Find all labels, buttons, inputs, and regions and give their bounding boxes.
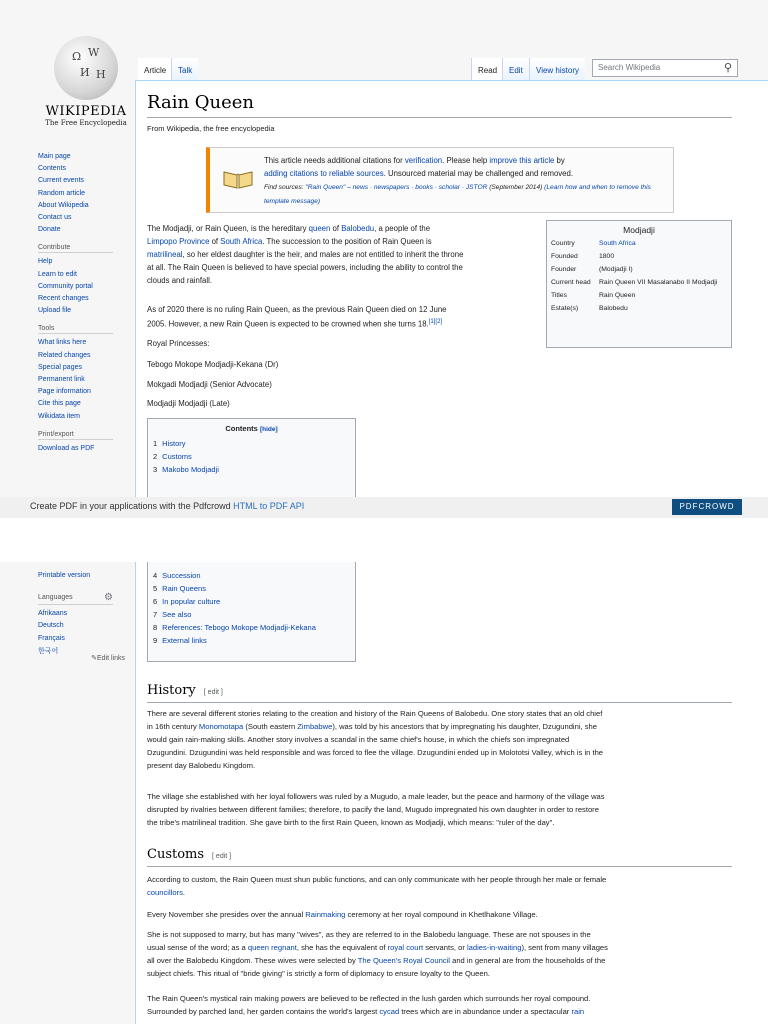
- sidebar-heading-tools: Tools: [38, 325, 113, 334]
- customs-text: ), sent from many villages: [521, 943, 608, 952]
- infobox-key: Founded: [551, 253, 578, 260]
- infobox-row: [551, 304, 727, 314]
- toc-link-customs[interactable]: Customs: [162, 452, 192, 461]
- pencil-icon: ✎: [91, 655, 97, 663]
- infobox-value: Balobedu: [599, 305, 628, 312]
- balobedu-link[interactable]: Balobedu: [341, 224, 375, 233]
- citation-notice: [206, 147, 674, 213]
- intro-text: of: [209, 237, 221, 246]
- toc-item[interactable]: [148, 463, 355, 476]
- edit-section-history[interactable]: [ edit ]: [203, 689, 223, 696]
- intro-text: at all. The Rain Queen is believed to have special powers, including the ability to control the: [147, 263, 463, 272]
- intro-text: . The succession to the position of Rain Queen is: [262, 237, 432, 246]
- customs-paragraph-1: According to custom, the Rain Queen must shun public functions, and can only communicate with her people through her male or female councillors.: [147, 875, 607, 897]
- footer-text: Create PDF in your applications with the Pdfcrowd: [30, 501, 234, 511]
- customs-paragraph-2: [147, 908, 737, 921]
- intro-text: of: [330, 224, 342, 233]
- customs-text: trees which are in abundance under a spectacular: [399, 1007, 572, 1016]
- status-text: 2005. However, a new Rain Queen is expected to be crowned when she turns 18.: [147, 319, 429, 329]
- learn-remove-link[interactable]: (Learn how and when to remove this template message): [264, 184, 651, 205]
- toc-item[interactable]: [148, 634, 355, 647]
- history-paragraph-2: [147, 790, 737, 829]
- search-input[interactable]: [592, 59, 738, 77]
- infobox-value: (Modjadji I): [599, 266, 633, 273]
- monomotapa-link[interactable]: Monomotapa: [198, 722, 244, 731]
- html-to-pdf-link[interactable]: HTML to PDF API: [233, 501, 305, 511]
- customs-text: The Rain Queen's mystical rain making powers are believed to be reflected in the lush garden which surrounds her royal compound.: [147, 994, 591, 1003]
- infobox-key: Estate(s): [551, 305, 579, 312]
- toc-item[interactable]: [148, 582, 355, 595]
- customs-text: Surrounded by parched land, her garden contains the world's largest: [147, 1007, 380, 1016]
- rain-link[interactable]: rain: [571, 1007, 585, 1016]
- infobox: [546, 220, 732, 348]
- history-text: There are several different stories relating to the creation and history of the Rain Queens of Balobedu. One story states that an old chief: [147, 709, 603, 718]
- sidebar-item-what-links-here[interactable]: What links here: [38, 339, 87, 347]
- infobox-value: Rain Queen: [599, 292, 636, 299]
- customs-text: According to custom, the Rain Queen must shun public functions, and can only communicate with her people through her male or female: [147, 875, 607, 884]
- sidebar-item-cite-this-page[interactable]: Cite this page: [38, 400, 81, 408]
- zimbabwe-link[interactable]: Zimbabwe: [297, 722, 333, 731]
- toc-item[interactable]: [148, 621, 355, 634]
- pdfcrowd-footer: [0, 497, 768, 518]
- toc-item[interactable]: [148, 437, 355, 450]
- infobox-row: [551, 252, 727, 262]
- wikipedia-wordmark: WIKIPEDIA: [45, 104, 127, 119]
- queen-regnant-link[interactable]: queen regnant: [247, 943, 297, 952]
- history-text: disrupted by rivalries between different families; therefore, to pacify the land, Mugudo impregnated his own daughter in order to restore: [147, 805, 599, 814]
- sidebar-item-current-events[interactable]: Current events: [38, 177, 84, 185]
- customs-text: and in general are from the households of the: [449, 956, 606, 965]
- customs-text: , she has the equivalent of: [296, 943, 388, 952]
- infobox-value-link[interactable]: South Africa: [599, 240, 636, 247]
- reference-links[interactable]: [1][2]: [428, 319, 443, 325]
- cycad-link[interactable]: cycad: [379, 1007, 400, 1016]
- toc-hide-link[interactable]: [hide]: [259, 426, 278, 433]
- status-paragraph: [147, 303, 542, 331]
- history-text: would gain rain-making skills. Another story involves a scandal in the same chief's house, in which the chiefs son impregnated: [147, 735, 570, 744]
- infobox-caption: Modjadji: [623, 225, 655, 235]
- sidebar-item-download-pdf[interactable]: Download as PDF: [38, 444, 95, 452]
- sidebar-item-contents[interactable]: Contents: [38, 165, 67, 173]
- history-paragraph-1: [147, 707, 737, 772]
- sidebar-item-related-changes[interactable]: Related changes: [38, 351, 91, 359]
- sidebar-heading-contribute: Contribute: [38, 244, 113, 253]
- infobox-value: 1800: [599, 253, 615, 260]
- royal-court-link[interactable]: royal court: [387, 943, 424, 952]
- wikipedia-logo[interactable]: [40, 36, 132, 127]
- sidebar-navigation: [38, 151, 134, 455]
- sidebar-item-page-information[interactable]: Page information: [38, 388, 91, 396]
- find-sources-links[interactable]: "Rain Queen" – news · newspapers · books · scholar · JSTOR: [305, 184, 488, 191]
- toc-link-history[interactable]: History: [162, 439, 186, 448]
- customs-text: servants, or: [423, 943, 467, 952]
- sidebar-item-help[interactable]: Help: [38, 258, 53, 266]
- toc-number: 9: [153, 636, 158, 645]
- history-text: in 16th century: [147, 722, 199, 731]
- toc-number: 2: [153, 452, 158, 461]
- status-text: As of 2020 there is no ruling Rain Queen, as the previous Rain Queen died on 12 June: [147, 305, 447, 314]
- customs-paragraph-3: [147, 928, 737, 980]
- tab-talk[interactable]: Talk: [171, 58, 198, 80]
- improve-article-link[interactable]: improve this article: [489, 156, 555, 165]
- sidebar-item-lang-francais[interactable]: Français: [38, 634, 65, 642]
- history-text: (South eastern: [243, 722, 298, 731]
- sidebar-item-random-article[interactable]: Random article: [38, 189, 86, 197]
- toc-number: 8: [153, 623, 158, 632]
- toc-link-external-links[interactable]: External links: [162, 636, 207, 645]
- toc-number: 6: [153, 597, 158, 606]
- infobox-row: [551, 291, 727, 301]
- customs-text: Every November she presides over the annual: [147, 910, 306, 919]
- notice-text-b: . Please help: [442, 156, 490, 165]
- toc-number: 7: [153, 610, 158, 619]
- find-sources-label: Find sources:: [264, 184, 306, 191]
- toc-item[interactable]: [148, 450, 355, 463]
- customs-heading-text: Customs: [147, 847, 205, 862]
- toc-number: 1: [153, 439, 158, 448]
- infobox-key: Current head: [551, 279, 591, 286]
- page-gap: [0, 518, 768, 562]
- intro-text: , a people of the: [374, 224, 431, 233]
- infobox-value: Rain Queen VII Masalanabo II Modjadji: [599, 279, 718, 286]
- sidebar-item-recent-changes[interactable]: Recent changes: [38, 295, 89, 303]
- toc-number: 3: [153, 465, 158, 474]
- pdf-page-1: [0, 0, 768, 497]
- sidebar-item-about[interactable]: About Wikipedia: [38, 201, 89, 209]
- edit-section-customs[interactable]: [ edit ]: [212, 853, 232, 860]
- princess-item: Modjadji Modjadji (Late): [147, 399, 230, 408]
- table-of-contents-continued: [147, 562, 356, 662]
- puzzle-globe-icon: Ω W И H: [54, 36, 118, 100]
- toc-item[interactable]: [148, 595, 355, 608]
- limpopo-link[interactable]: Limpopo Province: [147, 237, 210, 246]
- toc-number: 4: [153, 571, 158, 580]
- title-divider: [147, 117, 732, 118]
- sidebar-item-wikidata-item[interactable]: Wikidata item: [38, 412, 81, 420]
- history-text: Dzugundini. Dzugundini was held responsible and was forced to flee the village. Dzugundini ended up in Molototsi Valley, which is in the: [147, 748, 604, 757]
- intro-text: , so her eldest daughter is the heir, and males are not entitled to inherit the throne: [182, 250, 464, 259]
- princess-item: Tebogo Mokope Modjadji-Kekana (Dr): [147, 360, 279, 369]
- princesses-label: Royal Princesses:: [147, 339, 210, 348]
- section-heading-customs: [147, 847, 231, 862]
- toc-link-references[interactable]: References: Tebogo Mokope Modjadji-Kekana: [162, 623, 316, 632]
- search-icon[interactable]: ⚲: [723, 62, 732, 74]
- history-text: The village she established with her loyal followers was ruled by a Mugudo, a male leader, but the peace and harmony of the village was: [147, 792, 605, 801]
- section-divider: [147, 702, 732, 703]
- toc-link-popular-culture[interactable]: In popular culture: [162, 597, 221, 606]
- section-divider: [147, 866, 732, 867]
- customs-text: ceremony at her royal compound in Khetlhakone Village.: [345, 910, 538, 919]
- sidebar-navigation-continued: [38, 570, 134, 662]
- intro-paragraph: [147, 222, 542, 287]
- notice-text-c: by: [554, 156, 565, 165]
- page-title: Rain Queen: [147, 92, 255, 113]
- infobox-row: [551, 265, 727, 275]
- sidebar-item-printable-version[interactable]: Printable version: [38, 572, 91, 579]
- open-book-icon: [222, 168, 254, 190]
- verification-link[interactable]: verification: [404, 156, 443, 165]
- intro-text: clouds and rainfall.: [147, 276, 213, 285]
- sidebar-item-donate[interactable]: Donate: [38, 226, 61, 234]
- history-text: present day Balobedu Kingdom.: [147, 761, 256, 770]
- infobox-row: [551, 239, 727, 249]
- gear-icon[interactable]: ⚙: [104, 592, 113, 604]
- customs-text: She is not supposed to marry, but has many "wives", as they are referred to in the Balobedu language. These are not spouses in the: [147, 930, 591, 939]
- south-africa-link[interactable]: South Africa: [220, 237, 263, 246]
- sidebar-item-lang-deutsch[interactable]: Deutsch: [38, 622, 64, 630]
- customs-text: all over the Balobedu Kingdom. These wives were selected by: [147, 956, 358, 965]
- sidebar-item-learn-to-edit[interactable]: Learn to edit: [38, 270, 77, 278]
- notice-date: (September 2014): [487, 184, 545, 191]
- sidebar-heading-print-export: Print/export: [38, 431, 113, 440]
- sidebar-item-lang-afrikaans[interactable]: Afrikaans: [38, 610, 68, 618]
- infobox-key: Founder: [551, 266, 577, 273]
- infobox-key: Country: [551, 240, 575, 247]
- toc-link-makobo[interactable]: Makobo Modjadji: [162, 465, 219, 474]
- customs-text: subject chiefs. This ritual of "bride giving" is strictly a form of diplomacy to ensure loyalty to the Queen.: [147, 969, 490, 978]
- toc-item[interactable]: [148, 569, 355, 582]
- sidebar-item-lang-korean[interactable]: 한국어: [38, 646, 59, 655]
- site-subtitle: From Wikipedia, the free encyclopedia: [147, 124, 275, 133]
- princess-item: Mokgadi Modjadji (Senior Advocate): [147, 380, 272, 389]
- ladies-in-waiting-link[interactable]: ladies-in-waiting: [466, 943, 522, 952]
- table-of-contents: [147, 418, 356, 497]
- toc-link-rain-queens[interactable]: Rain Queens: [162, 584, 206, 593]
- history-heading-text: History: [147, 683, 196, 698]
- pdfcrowd-badge[interactable]: PDFCROWD: [672, 499, 742, 515]
- sidebar-item-community-portal[interactable]: Community portal: [38, 282, 93, 290]
- sidebar-item-permanent-link[interactable]: Permanent link: [38, 376, 85, 384]
- notice-text-d: . Unsourced material may be challenged and removed.: [383, 169, 574, 178]
- rainmaking-link[interactable]: Rainmaking: [305, 910, 346, 919]
- customs-paragraph-4: [147, 992, 737, 1018]
- sidebar-item-upload-file[interactable]: Upload file: [38, 307, 72, 315]
- search-placeholder: Search Wikipedia: [598, 63, 661, 72]
- notice-text-a: This article needs additional citations for: [264, 156, 405, 165]
- infobox-key: Titles: [551, 292, 567, 299]
- tab-read[interactable]: Read: [471, 58, 503, 80]
- sidebar-item-contact[interactable]: Contact us: [38, 214, 72, 222]
- tab-view-history[interactable]: View history: [529, 58, 585, 80]
- languages-heading-label: Languages: [38, 594, 73, 602]
- history-text: the tribe's matrilineal tradition. She gave birth to the first Rain Queen, known as Modjadji, which means: "ruler of the day".: [147, 818, 555, 827]
- intro-text: The Modjadji, or Rain Queen, is the hereditary: [147, 224, 309, 233]
- tab-article[interactable]: Article: [138, 58, 172, 80]
- history-text: ), was told by his ancestors that by impregnating his daughter, Dzugundini, she: [332, 722, 597, 731]
- toc-link-see-also[interactable]: See also: [162, 610, 192, 619]
- section-heading-history: [147, 683, 223, 698]
- wikipedia-tagline: The Free Encyclopedia: [45, 119, 127, 127]
- adding-citations-link[interactable]: adding citations to reliable sources: [264, 169, 384, 178]
- sidebar-heading-languages: [38, 592, 113, 605]
- councillors-link[interactable]: councillors: [147, 888, 183, 897]
- matrilineal-link[interactable]: matrilineal: [147, 250, 183, 259]
- royal-council-link[interactable]: The Queen's Royal Council: [357, 956, 450, 965]
- sidebar-item-main-page[interactable]: Main page: [38, 153, 71, 160]
- toc-number: 5: [153, 584, 158, 593]
- sidebar-item-special-pages[interactable]: Special pages: [38, 363, 82, 371]
- queen-link[interactable]: queen: [308, 224, 331, 233]
- infobox-row: [551, 278, 727, 288]
- toc-link-succession[interactable]: Succession: [162, 571, 201, 580]
- toc-title: Contents: [225, 424, 258, 433]
- tab-edit[interactable]: Edit: [502, 58, 529, 80]
- customs-text: usual sense of the word; as a: [147, 943, 248, 952]
- edit-links-label: Edit links: [96, 655, 125, 663]
- toc-item[interactable]: [148, 608, 355, 621]
